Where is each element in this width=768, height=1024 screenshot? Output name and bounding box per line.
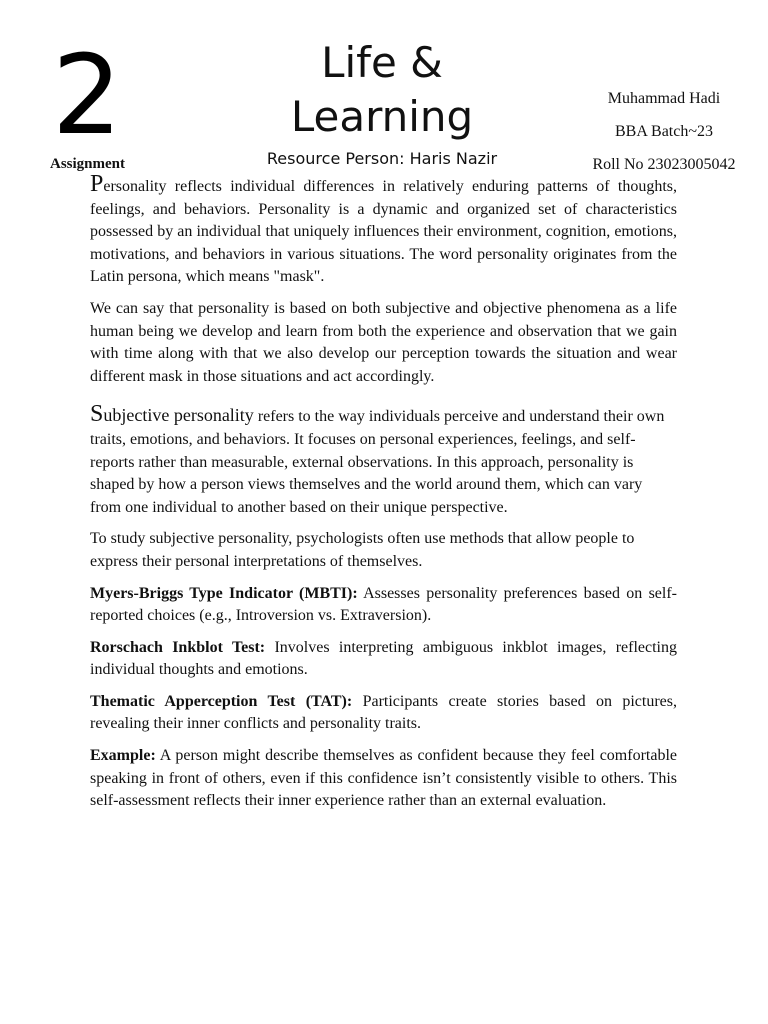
- paragraph-text: ersonality reflects individual differences in relatively enduring patterns of thoughts, feelings, and behaviors. Personality is a dynamic and organized set of characteristics possessed by an individual that uniquely influences their environment, cognition, emotions, motivations, and behaviors in various situations. The word personality originates from the Latin persona, which means "mask".: [90, 178, 677, 286]
- paragraph-subjective-personality: [90, 402, 677, 519]
- document-body: [90, 172, 677, 822]
- method-description: Involves interpreting ambiguous inkblot images, reflecting individual thoughts and emotions.: [90, 638, 677, 679]
- method-description: Participants create stories based on pictures, revealing their inner conflicts and personality traits.: [90, 692, 677, 733]
- example-term: Example:: [90, 747, 156, 765]
- assignment-number: 2: [52, 31, 122, 159]
- title-line-1: Life &: [321, 38, 443, 87]
- method-term: Myers-Briggs Type Indicator (MBTI):: [90, 584, 358, 602]
- paragraph-text: refers to the way individuals perceive and understand their own traits, emotions, and behaviors. It focuses on personal experiences, feelings, and self-reports rather than measurable, external observations. In this approach, personality is shaped by how a person views themselves and the world around them, which can vary from one individual to another based on their unique perspective.: [90, 408, 665, 516]
- page-title: [232, 36, 532, 144]
- title-line-2: Learning: [290, 92, 474, 141]
- paragraph-study-methods: [90, 528, 677, 573]
- subjective-heading-text: ubjective personality: [103, 405, 254, 426]
- paragraph-subjective-objective: [90, 298, 677, 388]
- assignment-label: Assignment: [50, 156, 126, 172]
- paragraph-example: [90, 745, 677, 813]
- paragraph-text: To study subjective personality, psychologists often use methods that allow people to express their personal interpretations of themselves.: [90, 530, 635, 570]
- student-roll-no: Roll No 23023005042: [592, 156, 736, 173]
- method-rorschach: [90, 637, 677, 682]
- method-mbti: [90, 583, 677, 628]
- student-batch: BBA Batch~23: [615, 123, 713, 140]
- method-description: Assesses personality preferences based on self-reported choices (e.g., Introversion vs. Extraversion).: [90, 584, 677, 625]
- paragraph-personality-definition: [90, 172, 677, 289]
- method-tat: [90, 691, 677, 736]
- method-term: Thematic Apperception Test (TAT):: [90, 692, 353, 710]
- resource-person: Resource Person: Haris Nazir: [266, 149, 498, 168]
- dropcap-s: S: [90, 401, 104, 428]
- subjective-heading: [90, 401, 254, 428]
- dropcap-p: P: [90, 171, 104, 197]
- student-name: Muhammad Hadi: [607, 90, 721, 107]
- example-text: A person might describe themselves as confident because they feel comfortable speaking in front of others, even if this confidence isn’t consistently visible to others. This self-assessment reflects their inner experience rather than an external evaluation.: [90, 747, 677, 810]
- paragraph-text: We can say that personality is based on both subjective and objective phenomena as a life human being we develop and learn from both the experience and observation that we gain with time along with that we also develop our perception towards the situation and wear different mask in those situations and act accordingly.: [90, 299, 677, 385]
- method-term: Rorschach Inkblot Test:: [90, 638, 266, 656]
